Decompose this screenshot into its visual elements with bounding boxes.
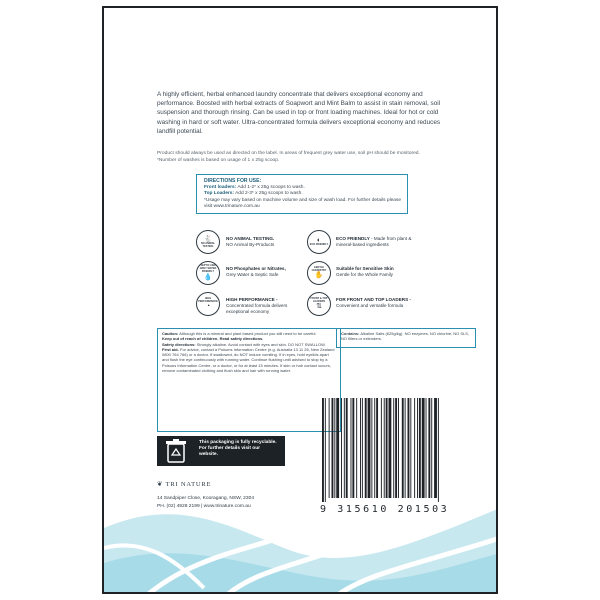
barcode bbox=[320, 398, 480, 502]
barcode-bar bbox=[334, 398, 335, 498]
barcode-number: 9 315610 201503 bbox=[320, 504, 450, 515]
claim-detail: Grey Water & Septic Safe bbox=[226, 272, 279, 277]
usage-note-line-1: Product should always be used as directed on the label. In areas of frequent grey water use, soil pH should be monitored. bbox=[157, 151, 420, 156]
directions-box bbox=[196, 174, 408, 214]
barcode-bar bbox=[414, 398, 415, 498]
barcode-bar bbox=[381, 398, 382, 498]
brand-name: TRI NATURE bbox=[165, 481, 212, 488]
barcode-bar bbox=[356, 398, 357, 498]
barcode-bar bbox=[428, 398, 430, 498]
barcode-bar bbox=[393, 398, 394, 498]
caution-text: Although this is a mineral and plant based product you still need to be careful. bbox=[179, 331, 317, 336]
claim-badge: GENTLE CHEMISTRY bbox=[311, 265, 327, 272]
claim-text bbox=[226, 297, 306, 315]
barcode-bar bbox=[352, 398, 354, 498]
gauge-icon: HIGH PERFORMANCE ◔ bbox=[196, 292, 220, 316]
directions-title: DIRECTIONS FOR USE: bbox=[204, 178, 262, 184]
barcode-bar bbox=[408, 398, 410, 498]
barcode-bar bbox=[346, 398, 348, 498]
hand-icon: GENTLE CHEMISTRY ✋ bbox=[307, 261, 331, 285]
product-label bbox=[102, 6, 498, 594]
barcode-bar bbox=[371, 398, 372, 498]
claim-badge: SEPTIC AND GREY WATER FRIENDLY bbox=[199, 264, 217, 273]
top-loaders-line bbox=[204, 191, 403, 198]
barcode-bar bbox=[336, 398, 339, 498]
claim-badge: FRONT & TOP LOADERS bbox=[310, 296, 328, 303]
barcode-bar bbox=[329, 398, 330, 498]
barcode-bar bbox=[395, 398, 397, 498]
claim-bold: NO Phosphates or Nitrates, bbox=[226, 266, 286, 271]
barcode-bar bbox=[417, 398, 418, 498]
product-description: A highly efficient, herbal enhanced laundry concentrate that delivers exceptional economy and performance. Boosted with herbal extracts of Soapwort and Mint Balm to assist in stain removal, soil suspension and thorough rinsing. Can be used in top or front loading machines. Ideal for hot or cold washing in hard or soft water. Ultra-concentrated formula delivers exceptional economy and reduces landfill potential. bbox=[157, 91, 441, 135]
claim-detail: Gentle for the Whole Family bbox=[336, 272, 393, 277]
barcode-bar bbox=[332, 398, 334, 498]
contains-text: Alkaline Salts (625g/kg). NO enzymes, NO chlorine, NO SLS, NO fillers or extenders. bbox=[341, 331, 470, 342]
contains-label: Contains: bbox=[341, 331, 360, 336]
recycle-banner bbox=[157, 436, 285, 466]
address-line-2: PH. (02) 4928 2199 | www.trinature.com.au bbox=[157, 503, 251, 509]
claim-text bbox=[336, 266, 422, 278]
claim-bold: HIGH PERFORMANCE - bbox=[226, 297, 278, 302]
globe-icon: ◐ ECO FRIENDLY bbox=[307, 230, 331, 254]
claim-bold: Suitable for Sensitive Skin bbox=[336, 266, 394, 271]
barcode-bar bbox=[341, 398, 342, 498]
first-aid-label: First aid- bbox=[162, 346, 179, 352]
first-aid-text: For advice, contact a Poisons Information Centre (e.g. Australia 13 11 26, New Zealand 0800 764 766) or a doctor. If swallowed, do NOT induce vomiting. If in eyes, hold eyelids apart and flush the eye continuously with running water. Continue flushing until advised to stop by a Poisons Information Centre, or a doctor, or for at least 15 minutes. If skin or hair contact occurs, remove contaminated clothing and flush skin and hair with running water. bbox=[162, 346, 335, 374]
caution-label: Caution: bbox=[162, 331, 179, 336]
barcode-bar bbox=[419, 398, 421, 498]
claim-badge: ECO FRIENDLY bbox=[309, 243, 329, 247]
barcode-bar bbox=[434, 398, 437, 498]
directions-note: *Usage may vary based on machine volume and size of wash load. For further details please visit www.trinature.com.au bbox=[204, 197, 402, 210]
usage-note-line-2: *Number of washes is based on usage of 1 x 25g scoop. bbox=[157, 158, 280, 164]
contains-box bbox=[336, 328, 476, 348]
barcode-bar bbox=[376, 398, 378, 498]
barcode-bar bbox=[410, 398, 411, 498]
barcode-bar bbox=[386, 398, 388, 498]
claim-badge: HIGH PERFORMANCE bbox=[198, 296, 218, 303]
barcode-bar bbox=[351, 398, 352, 498]
address-line-1: 14 Sandpiper Close, Kooragang, NSW, 2304 bbox=[157, 496, 255, 501]
barcode-bar bbox=[344, 398, 345, 498]
barcode-bar bbox=[426, 398, 427, 498]
barcode-bar bbox=[398, 398, 399, 498]
recycle-text: This packaging is fully recyclable. For further details visit our website. bbox=[199, 440, 277, 457]
barcode-bar bbox=[389, 398, 392, 498]
leaf-icon: ❦ bbox=[157, 481, 164, 488]
barcode-bar bbox=[322, 398, 324, 502]
barcode-bar bbox=[405, 398, 406, 498]
claim-text bbox=[226, 236, 304, 248]
claim-detail: Convenient and versatile formula bbox=[336, 303, 404, 308]
top-loaders-text: Add 2-3* x 25g scoops to wash. bbox=[235, 191, 303, 197]
barcode-bar bbox=[438, 398, 439, 502]
barcode-bar bbox=[402, 398, 404, 498]
barcode-bar bbox=[431, 398, 432, 498]
barcode-bar bbox=[360, 398, 361, 498]
claim-detail: - Made from plant & mineral-based ingredients bbox=[336, 236, 412, 247]
front-loaders-text: Add 1-2* x 25g scoops to wash. bbox=[237, 184, 305, 190]
claim-text bbox=[226, 266, 306, 278]
barcode-bar bbox=[325, 398, 326, 502]
claim-detail: NO Animal By-Products bbox=[226, 242, 275, 247]
barcode-bar bbox=[384, 398, 385, 498]
warning-box bbox=[157, 328, 341, 432]
claim-text bbox=[336, 236, 416, 248]
first-aid-line bbox=[162, 347, 336, 373]
keep-out-text: Keep out of reach of children. Read safety directions. bbox=[162, 336, 264, 342]
safety-text: Strongly alkaline. Avoid contact with eyes and skin. DO NOT SWALLOW. bbox=[196, 341, 326, 347]
claim-bold: NO ANIMAL TESTING. bbox=[226, 236, 275, 241]
rabbit-icon: 🐇 NO ANIMAL TESTING bbox=[196, 230, 220, 254]
usage-note bbox=[157, 150, 449, 165]
barcode-bar bbox=[365, 398, 367, 498]
barcode-bar bbox=[374, 398, 375, 498]
front-loaders-label: Front loaders: bbox=[204, 184, 237, 190]
claim-bold: FOR FRONT AND TOP LOADERS - bbox=[336, 297, 411, 302]
claim-detail: Concentrated formula delivers exceptional economy bbox=[226, 303, 288, 314]
drop-icon: SEPTIC AND GREY WATER FRIENDLY 💧 bbox=[196, 261, 220, 285]
claim-badge: NO ANIMAL TESTING bbox=[200, 241, 216, 248]
recycle-bin-icon bbox=[165, 439, 187, 463]
top-loaders-label: Top Loaders: bbox=[204, 191, 235, 197]
claim-text bbox=[336, 297, 422, 309]
arrows-icon: FRONT & TOP LOADERS ⇅ bbox=[307, 292, 331, 316]
safety-label: Safety directions: bbox=[162, 341, 196, 347]
barcode-bar bbox=[362, 398, 363, 498]
barcode-bar bbox=[422, 398, 425, 498]
barcode-bar bbox=[368, 398, 371, 498]
claim-bold: ECO FRIENDLY bbox=[336, 236, 370, 241]
